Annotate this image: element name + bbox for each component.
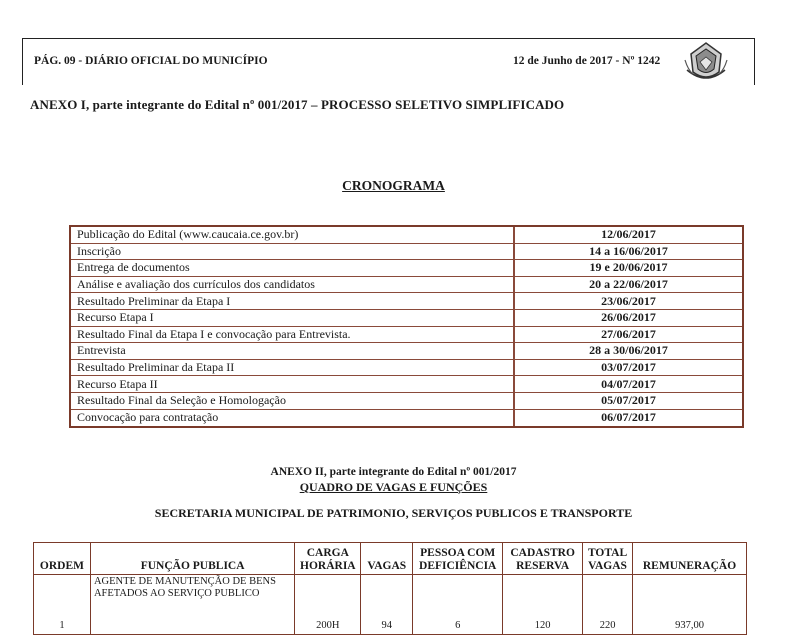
cronograma-date: 23/06/2017	[515, 293, 742, 310]
vagas-column-header: CARGA HORÁRIA	[295, 543, 361, 575]
cronograma-date: 20 a 22/06/2017	[515, 277, 742, 294]
anexo2-heading	[0, 465, 787, 495]
cronograma-step: Resultado Preliminar da Etapa I	[71, 293, 515, 310]
vagas-cell-total: 220	[583, 575, 633, 635]
cronograma-step: Resultado Final da Seleção e Homologação	[71, 393, 515, 410]
vagas-column-header: VAGAS	[361, 543, 413, 575]
vagas-cell-pcd: 6	[413, 575, 503, 635]
cronograma-step: Resultado Preliminar da Etapa II	[71, 360, 515, 377]
cronograma-step: Publicação do Edital (www.caucaia.ce.gov.br)	[71, 227, 515, 244]
cronograma-step: Recurso Etapa II	[71, 376, 515, 393]
cronograma-row	[71, 327, 742, 344]
vagas-column-header: CADASTRO RESERVA	[503, 543, 583, 575]
coat-of-arms-icon	[683, 40, 729, 84]
cronograma-date: 05/07/2017	[515, 393, 742, 410]
vagas-cell-carga: 200H	[295, 575, 361, 635]
cronograma-step: Inscrição	[71, 244, 515, 261]
cronograma-row	[71, 360, 742, 377]
cronograma-date: 27/06/2017	[515, 327, 742, 344]
cronograma-row	[71, 310, 742, 327]
cronograma-row	[71, 410, 742, 427]
cronograma-date: 28 a 30/06/2017	[515, 343, 742, 360]
vagas-column-header: ORDEM	[34, 543, 91, 575]
cronograma-table	[69, 225, 744, 428]
cronograma-step: Entrevista	[71, 343, 515, 360]
vagas-column-header: FUNÇÃO PUBLICA	[90, 543, 294, 575]
vagas-table	[33, 542, 747, 635]
cronograma-step: Resultado Final da Etapa I e convocação para Entrevista.	[71, 327, 515, 344]
secretaria-title: SECRETARIA MUNICIPAL DE PATRIMONIO, SERVIÇOS PUBLICOS E TRANSPORTE	[154, 506, 633, 520]
vagas-cell-ordem: 1	[34, 575, 91, 635]
cronograma-date: 04/07/2017	[515, 376, 742, 393]
header-page-title: PÁG. 09 - DIÁRIO OFICIAL DO MUNICÍPIO	[34, 55, 268, 67]
anexo1-heading: ANEXO I, parte integrante do Edital nº 001/2017 – PROCESSO SELETIVO SIMPLIFICADO	[30, 97, 565, 112]
cronograma-date: 03/07/2017	[515, 360, 742, 377]
header-date-edition: 12 de Junho de 2017 - Nº 1242	[513, 55, 661, 67]
vagas-cell-vagas: 94	[361, 575, 413, 635]
cronograma-step: Entrega de documentos	[71, 260, 515, 277]
cronograma-date: 12/06/2017	[515, 227, 742, 244]
cronograma-step: Convocação para contratação	[71, 410, 515, 427]
vagas-column-header: REMUNERAÇÃO	[633, 543, 747, 575]
cronograma-row	[71, 343, 742, 360]
cronograma-date: 26/06/2017	[515, 310, 742, 327]
anexo2-subtitle: QUADRO DE VAGAS E FUNÇÕES	[299, 480, 488, 494]
cronograma-row	[71, 293, 742, 310]
cronograma-row	[71, 277, 742, 294]
cronograma-step: Análise e avaliação dos currículos dos candidatos	[71, 277, 515, 294]
vagas-row	[34, 575, 747, 635]
vagas-column-header: TOTAL VAGAS	[583, 543, 633, 575]
cronograma-date: 06/07/2017	[601, 410, 656, 425]
cronograma-title: CRONOGRAMA	[342, 178, 445, 193]
cronograma-row	[71, 393, 742, 410]
vagas-column-header: PESSOA COM DEFICIÊNCIA	[413, 543, 503, 575]
cronograma-date: 19 e 20/06/2017	[515, 260, 742, 277]
vagas-cell-remuneracao: 937,00	[633, 575, 747, 635]
vagas-cell-funcao: AGENTE DE MANUTENÇÃO DE BENS AFETADOS AO SERVIÇO PUBLICO	[90, 575, 294, 635]
cronograma-row	[71, 244, 742, 261]
cronograma-step: Recurso Etapa I	[71, 310, 515, 327]
cronograma-date: 14 a 16/06/2017	[515, 244, 742, 261]
anexo2-title: ANEXO II, parte integrante do Edital nº 001/2017	[270, 466, 517, 478]
vagas-cell-cadastro: 120	[503, 575, 583, 635]
cronograma-row	[71, 376, 742, 393]
cronograma-row	[71, 260, 742, 277]
cronograma-row	[71, 227, 742, 244]
